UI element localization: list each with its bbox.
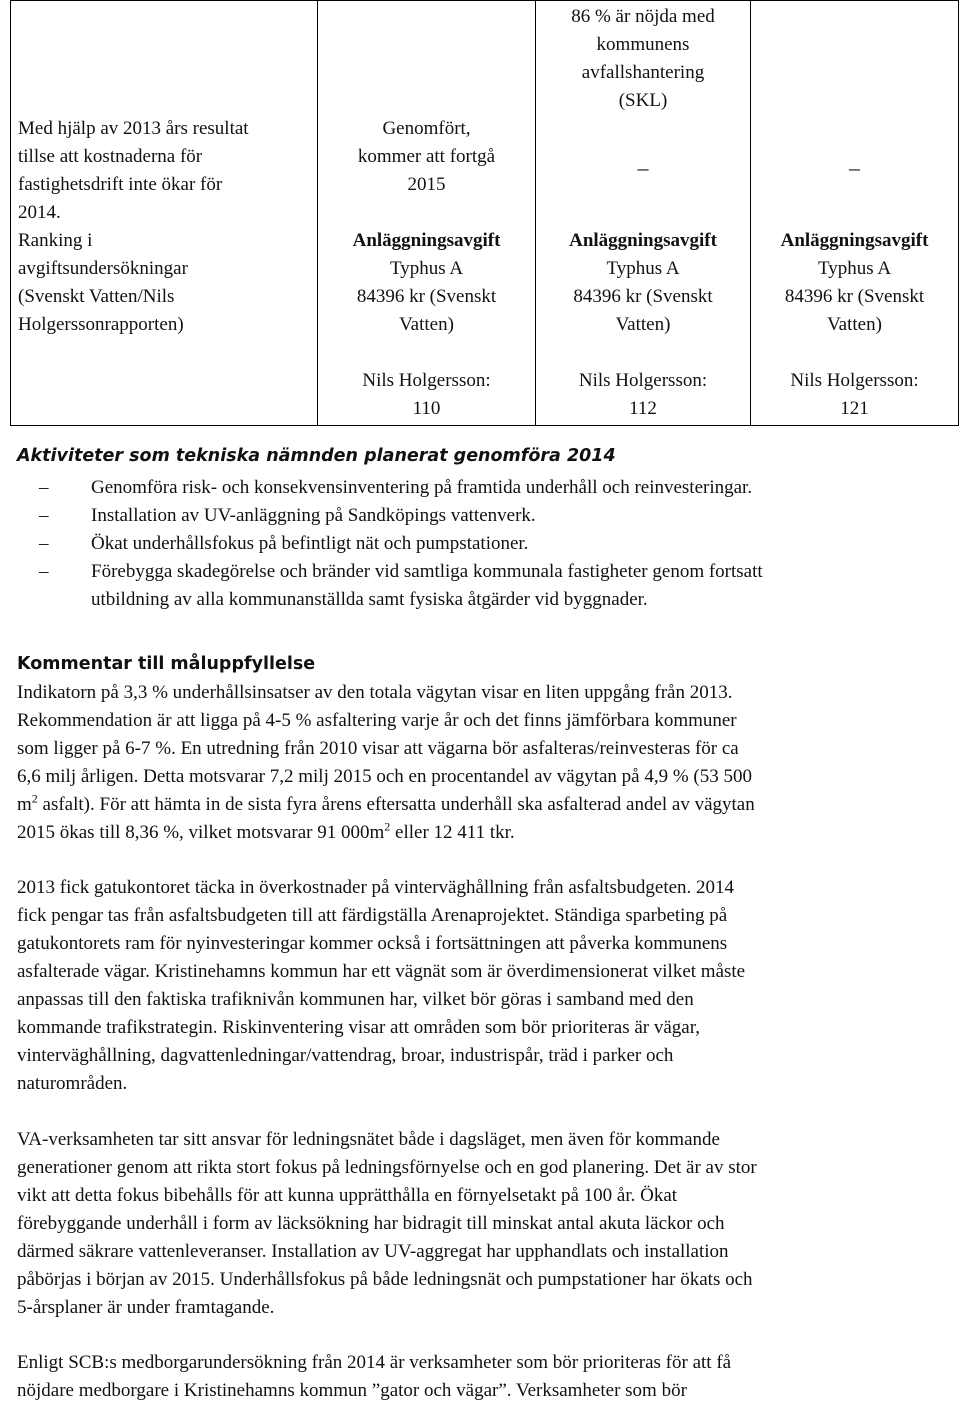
goal-text [18, 115, 308, 339]
dash-bullet: – [39, 533, 49, 554]
list-item: – Genomföra risk- och konsekvensinventering på framtida underhåll och reinvesteringar. [17, 474, 947, 502]
goal-table [10, 0, 959, 426]
comment-paragraph-4: Enligt SCB:s medborgarundersökning från 2014 är verksamheter som bör prioriteras för att få nöjdare medborgare i Kristinehamns kommun ”gator och vägar”. Verksamheter som bör [17, 1352, 732, 1401]
ranking-value: 112 [629, 398, 657, 419]
status-text: Genomfört, kommer att fortgå 2015 [357, 118, 496, 195]
list-item: – Förebygga skadegörelse och bränder vid samtliga kommunala fastigheter genom fortsatt utbildning av alla kommunanställda samt fysiska åtgärder vid byggnader. [17, 558, 947, 614]
indicator-line: avgiftsundersökningar [18, 258, 188, 279]
indicator-line: (Svenskt Vatten/Nils [18, 286, 175, 307]
nils-holgersson-block: Nils Holgersson: 112 [536, 367, 750, 423]
fee-title: Anläggningsavgift [780, 230, 929, 251]
dash-bullet: – [39, 477, 49, 498]
list-item: – Ökat underhållsfokus på befintligt nät och pumpstationer. [17, 530, 947, 558]
indicator-line: Holgerssonrapporten) [18, 314, 184, 335]
fee-title: Anläggningsavgift [352, 230, 501, 251]
result-cell-2013 [751, 1, 959, 426]
dash-mark: – [849, 155, 860, 180]
comment-paragraph-3: VA-verksamheten tar sitt ansvar för ledningsnätet både i dagsläget, men även för kommande generationer genom att rikta stort fokus på ledningsförnyelse och en god planering. Det är av stor vikt att detta fokus bibehålls för att kunna upprätthålla en förnyelsetakt på 100 år. Ökat förebyggande underhåll i form av läcksökning har bidragit till minskat antal akuta läckor och därmed säkrare vattenleveranser. Installation av UV-aggregat har upphandlats och installation påbörjas i början av 2015. Underhållsfokus på både ledningsnät och pumpstationer har ökats och 5-årsplaner är under framtagande. [17, 1129, 757, 1318]
fee-block: Anläggningsavgift Typhus A 84396 kr (Svenskt Vatten) [751, 227, 958, 339]
goal-line: fastighetsdrift inte ökar för [18, 174, 223, 195]
nils-holgersson-block: Nils Holgersson: 110 [318, 367, 535, 423]
goal-line: tillse att kostnaderna för [18, 146, 203, 167]
dash-bullet: – [39, 561, 49, 582]
goal-line: Med hjälp av 2013 års resultat [18, 118, 249, 139]
fee-block: Anläggningsavgift Typhus A 84396 kr (Svenskt Vatten) [318, 227, 535, 339]
dash-mark: – [637, 155, 649, 180]
nils-holgersson-block: Nils Holgersson: 121 [751, 367, 958, 423]
ranking-value: 121 [840, 398, 869, 419]
table-row [11, 1, 959, 426]
fee-title: Anläggningsavgift [569, 230, 717, 251]
result-cell-2015 [318, 1, 536, 426]
result-cell-2014 [536, 1, 751, 426]
goal-line: 2014. [18, 202, 61, 223]
fee-block: Anläggningsavgift Typhus A 84396 kr (Svenskt Vatten) [536, 227, 750, 339]
comment-paragraph-1: Indikatorn på 3,3 % underhållsinsatser av den totala vägytan visar en liten uppgång från 2013. Rekommendation är att ligga på 4-5 % asfaltering varje år och det finns jämförbara kommuner som ligger på 6-7 %. En utredning från 2010 visar att vägarna bör asfalteras/reinvesteras för ca 6,6 milj årligen. Detta motsvarar 7,2 milj 2015 och en procentandel av vägytan på 4,9 % (53 500 $m^2$ asfalt). För att hämta in de sista fyra årens eftersatta underhåll ska asfalterad andel av vägytan 2015 ökas till 8,36 %, vilket motsvarar 91 $000m^2$ eller 12 411 tkr. [17, 682, 755, 843]
ranking-value: 110 [412, 398, 441, 419]
indicator-line: Ranking i [18, 230, 93, 251]
satisfaction-text: 86 % är nöjda med kommunens avfallshantering (SKL) [571, 6, 715, 111]
comment-heading: Kommentar till måluppfyllelse [17, 654, 316, 674]
comment-paragraph-2: 2013 fick gatukontoret täcka in överkostnader på vinterväghållning från asfaltsbudgeten. 2014 fick pengar tas från asfaltsbudgeten till att färdigställa Arenaprojektet. Ständiga sparbeting på gatukontorets ram för nyinvesteringar kommer också i fortsättningen att påverka kommunens asfalterade vägar. Kristinehamns kommun har ett vägnät som är överdimensionerat vilket måste anpassas till den faktiska trafiknivån kommunen har, vilket bör göras i samband med den kommande trafikstrategin. Riskinventering visar att områden som bör prioriteras är vägar, vinterväghållning, dagvattenledningar/vattendrag, broar, industrispår, träd i parker och naturområden. [17, 877, 746, 1094]
goal-cell [11, 1, 318, 426]
list-item: – Installation av UV-anläggning på Sandköpings vattenverk. [17, 502, 947, 530]
dash-bullet: – [39, 505, 49, 526]
activities-heading: Aktiviteter som tekniska nämnden planerat genomföra 2014 [17, 446, 616, 466]
activities-list [17, 474, 947, 614]
